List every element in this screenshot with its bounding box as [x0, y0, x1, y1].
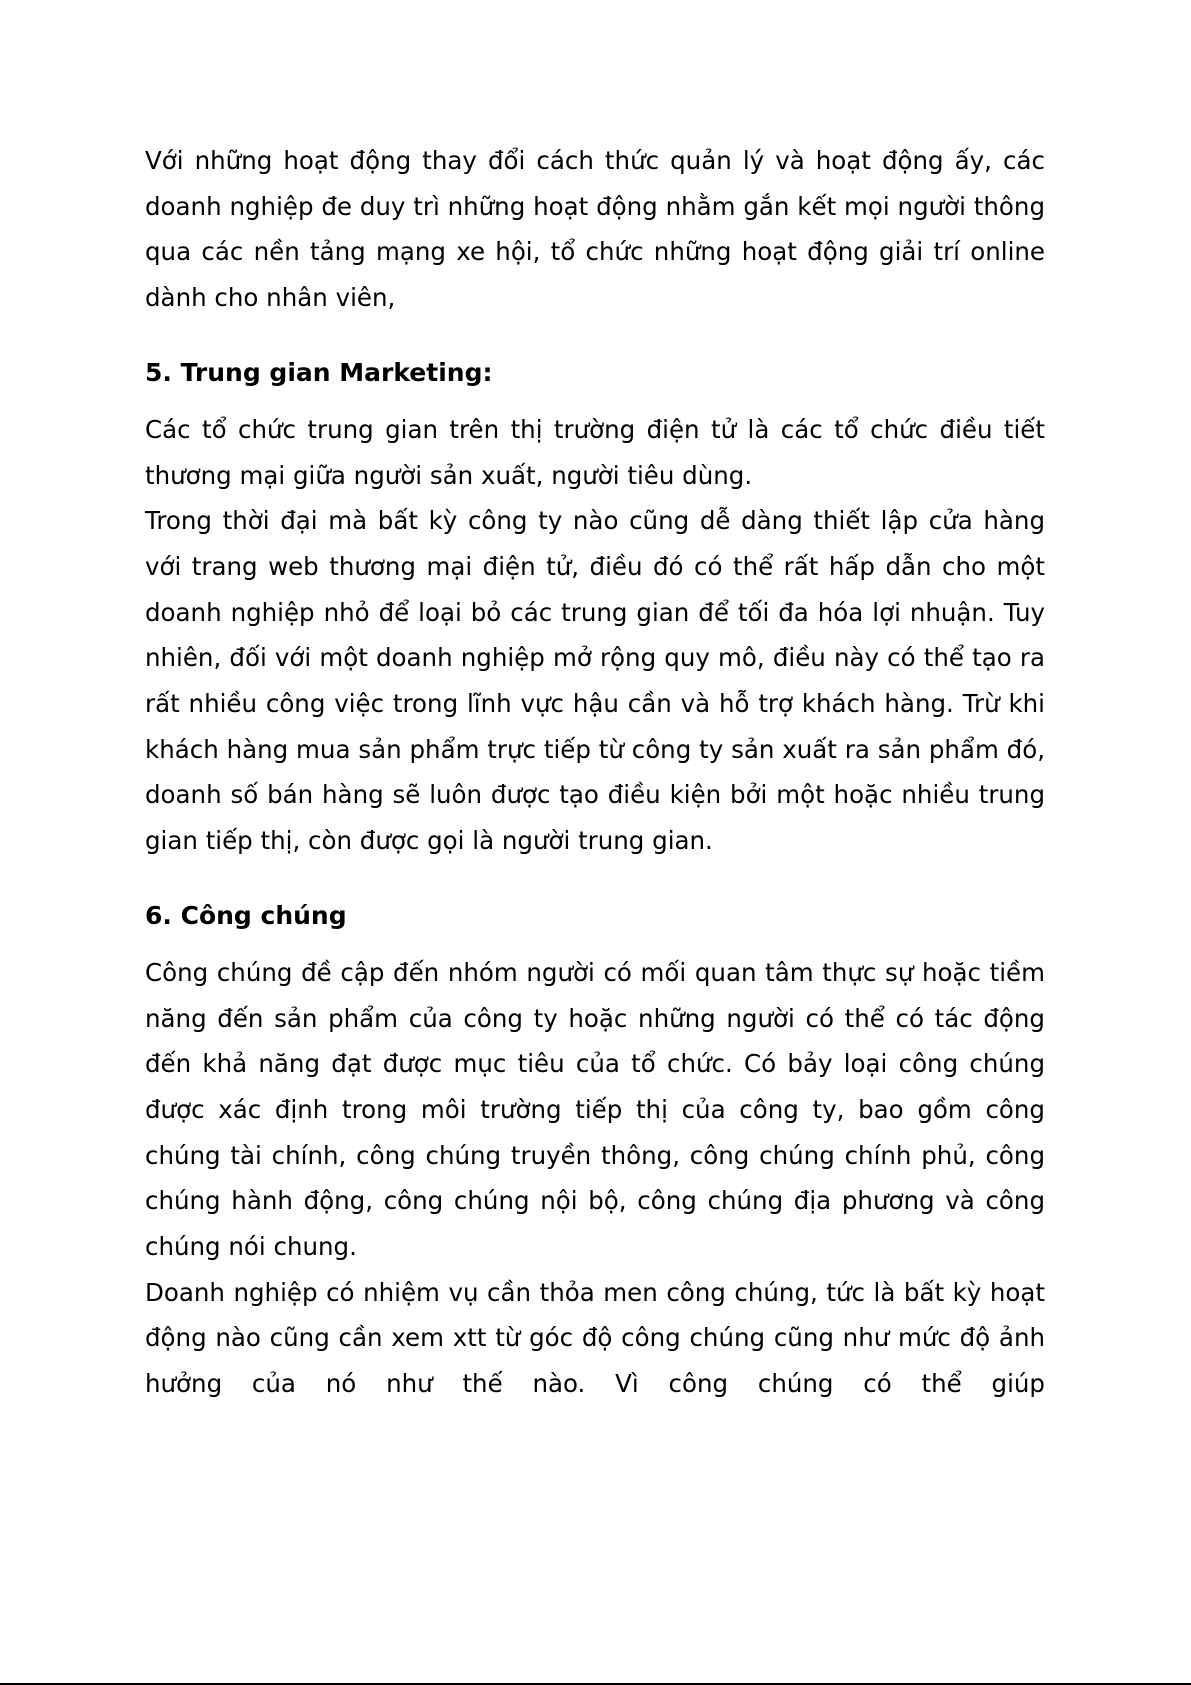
section-5-heading: 5. Trung gian Marketing:: [145, 357, 493, 387]
section-6-paragraph-1: Công chúng đề cập đến nhóm người có mối quan tâm thực sự hoặc tiềm năng đến sản phẩm của công ty hoặc những người có thể có tác động đến khả năng đạt được mục tiêu của tổ chức. Có bảy loại công chúng được xác định trong môi trường tiếp thị của công ty, bao gồm công chúng tài chính, công chúng truyền thông, công chúng chính phủ, công chúng hành động, công chúng nội bộ, công chúng địa phương và công chúng nói chung.: [145, 957, 1045, 1262]
document-page: [145, 138, 1045, 1407]
section-5-paragraph-2: Trong thời đại mà bất kỳ công ty nào cũng dễ dàng thiết lập cửa hàng với trang web thương mại điện tử, điều đó có thể rất hấp dẫn cho một doanh nghiệp nhỏ để loại bỏ các trung gian để tối đa hóa lợi nhuận. Tuy nhiên, đối với một doanh nghiệp mở rộng quy mô, điều này có thể tạo ra rất nhiều công việc trong lĩnh vực hậu cần và hỗ trợ khách hàng. Trừ khi khách hàng mua sản phẩm trực tiếp từ công ty sản xuất ra sản phẩm đó, doanh số bán hàng sẽ luôn được tạo điều kiện bởi một hoặc nhiều trung gian tiếp thị, còn được gọi là người trung gian.: [145, 506, 1045, 856]
section-6-paragraph-2: Doanh nghiệp có nhiệm vụ cần thỏa men công chúng, tức là bất kỳ hoạt động nào cũng cần xem xtt từ góc độ công chúng cũng như mức độ ảnh hưởng của nó như thế nào. Vì công chúng có thể giúp: [145, 1277, 1045, 1399]
section-6-heading: 6. Công chúng: [145, 900, 347, 930]
intro-paragraph: Với những hoạt động thay đổi cách thức quản lý và hoạt động ấy, các doanh nghiệp đe duy trì những hoạt động nhằm gắn kết mọi người thông qua các nền tảng mạng xe hội, tổ chức những hoạt động giải trí online dành cho nhân viên,: [145, 146, 1045, 313]
section-5-paragraph-1: Các tổ chức trung gian trên thị trường điện tử là các tổ chức điều tiết thương mại giữa người sản xuất, người tiêu dùng.: [145, 414, 1045, 490]
